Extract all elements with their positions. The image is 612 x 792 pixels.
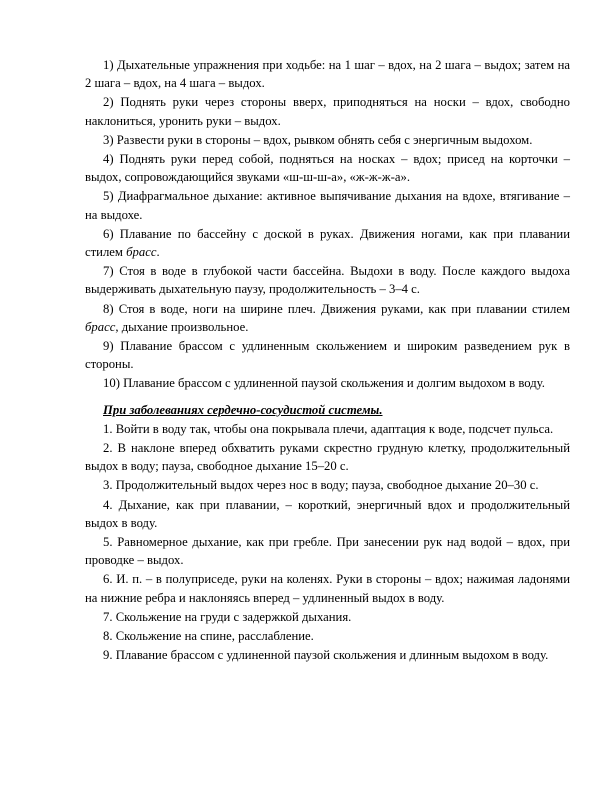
exercise-5: 5) Диафрагмальное дыхание: активное выпячивание дыхания на вдохе, втягивание – на выдохе. [85,189,570,222]
exercise-10: 10) Плавание брассом с удлиненной паузой скольжения и долгим выдохом в воду. [103,376,545,391]
cardio-exercise-5: 5. Равномерное дыхание, как при гребле. При занесении рук над водой – вдох, при проводке – выдох. [85,535,570,568]
exercise-7: 7) Стоя в воде в глубокой части бассейна. Выдохи в воду. После каждого выдоха выдерживать дыхательную паузу, продолжительность – 3–4 с. [85,264,570,297]
exercise-9: 9) Плавание брассом с удлиненным скольжением и широким разведением рук в стороны. [85,339,570,372]
cardio-exercise-8: 8. Скольжение на спине, расслабление. [103,629,314,644]
cardio-exercise-9: 9. Плавание брассом с удлиненной паузой скольжения и длинным выдохом в воду. [103,648,549,663]
exercise-4: 4) Поднять руки перед собой, подняться на носках – вдох; присед на корточки – выдох, сопровождающийся звуками «ш-ш-ш-а», «ж-ж-ж-а». [85,152,570,185]
cardio-exercise-1: 1. Войти в воду так, чтобы она покрывала плечи, адаптация к воде, подсчет пульса. [103,421,554,436]
cardio-exercise-2: 2. В наклоне вперед обхватить руками скрестно грудную клетку, продолжительный выдох в воду; пауза, свободное дыхание 15–20 с. [85,441,570,474]
exercise-8: 8) Стоя в воде, ноги на ширине плеч. Движения руками, как при плавании стилем брасс, дыхание произвольное. [85,301,570,334]
exercise-1: 1) Дыхательные упражнения при ходьбе: на 1 шаг – вдох, на 2 шага – выдох; затем на 2 шага – вдох, на 4 шага – выдох. [85,58,570,91]
cardio-exercise-4: 4. Дыхание, как при плавании, – короткий, энергичный вдох и продолжительный выдох в воду. [85,497,570,530]
cardio-exercise-6: 6. И. п. – в полуприседе, руки на коленях. Руки в стороны – вдох; нажимая ладонями на нижние ребра и наклоняясь вперед – удлиненный выдох в воду. [85,572,570,605]
exercise-2: 2) Поднять руки через стороны вверх, приподняться на носки – вдох, свободно наклониться, уронить руки – выдох. [85,95,570,128]
exercise-3: 3) Развести руки в стороны – вдох, рывком обнять себя с энергичным выдохом. [103,132,533,147]
document-text [85,56,570,665]
cardio-exercise-3: 3. Продолжительный выдох через нос в воду; пауза, свободное дыхание 20–30 с. [103,478,539,493]
exercise-6: 6) Плавание по бассейну с доской в руках. Движения ногами, как при плавании стилем брасс. [85,226,570,260]
section-heading: При заболеваниях сердечно-сосудистой системы. [103,402,383,417]
cardio-exercise-7: 7. Скольжение на груди с задержкой дыхания. [103,609,352,624]
